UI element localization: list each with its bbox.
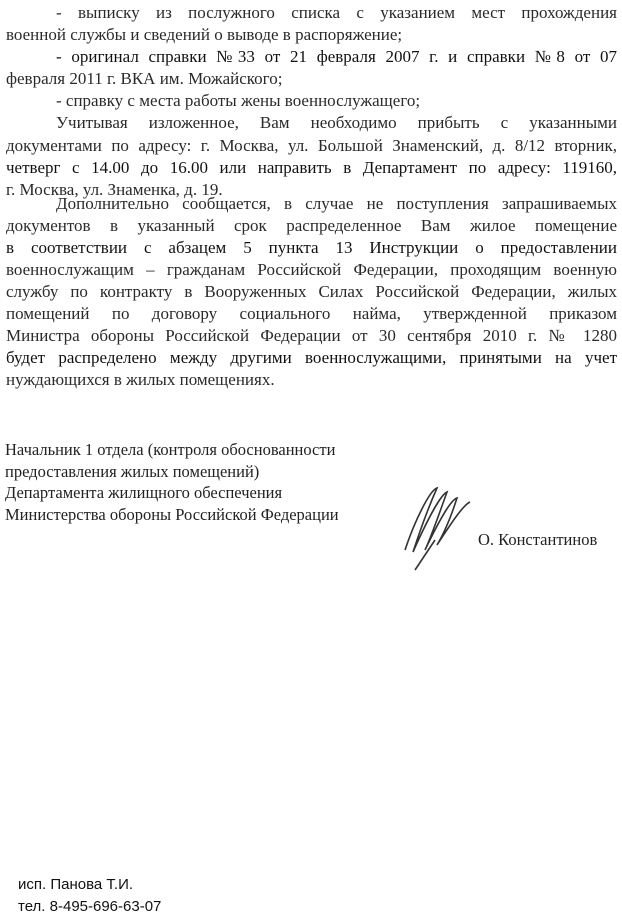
body-line: службу по контракту в Вооруженных Силах Российской Федерации, жилых (6, 282, 617, 301)
body-line: Министра обороны Российской Федерации от 30 сентября 2010 г. № 1280 (6, 326, 617, 345)
body-line: четверг с 14.00 до 16.00 или направить в Департамент по адресу: 119160, (6, 158, 617, 177)
body-line: - оригинал справки №33 от 21 февраля 2007 г. и справки №8 от 07 (56, 47, 617, 66)
signatory-title-line: Министерства обороны Российской Федерации (5, 505, 339, 524)
signatory-name: О. Константинов (478, 530, 598, 549)
body-line: - выписку из послужного списка с указанием мест прохождения (56, 3, 617, 22)
signatory-title-line: предоставления жилых помещений) (5, 462, 260, 481)
body-line: февраля 2011 г. ВКА им. Можайского; (6, 69, 283, 88)
body-line: Учитывая изложенное, Вам необходимо прибыть с указанными (56, 113, 617, 132)
body-line: г. Москва, ул. Знаменка, д. 19. (6, 180, 223, 199)
signatory-title-line: Начальник 1 отдела (контроля обоснованности (5, 440, 336, 459)
body-line: документами по адресу: г. Москва, ул. Большой Знаменский, д. 8/12 вторник, (6, 136, 617, 155)
body-line: военнослужащим – гражданам Российской Федерации, проходящим военную (6, 260, 617, 279)
body-line: в соответствии с абзацем 5 пункта 13 Инструкции о предоставлении (6, 238, 617, 257)
body-line: Дополнительно сообщается, в случае не поступления запрашиваемых (56, 194, 617, 213)
body-line: помещений по договору социального найма, утвержденной приказом (6, 304, 617, 323)
body-line: военной службы и сведений о выводе в распоряжение; (6, 25, 403, 44)
handwritten-signature (395, 480, 485, 575)
body-line: документов в указанный срок распределенное Вам жилое помещение (6, 216, 617, 235)
signatory-title-line: Департамента жилищного обеспечения (5, 483, 283, 502)
executor: исп. Панова Т.И. (18, 876, 134, 893)
phone: тел. 8-495-696-63-07 (18, 898, 162, 915)
body-line: будет распределено между другими военнослужащими, принятыми на учет (6, 348, 617, 367)
body-line: - справку с места работы жены военнослужащего; (56, 91, 421, 110)
body-line: нуждающихся в жилых помещениях. (6, 370, 275, 389)
